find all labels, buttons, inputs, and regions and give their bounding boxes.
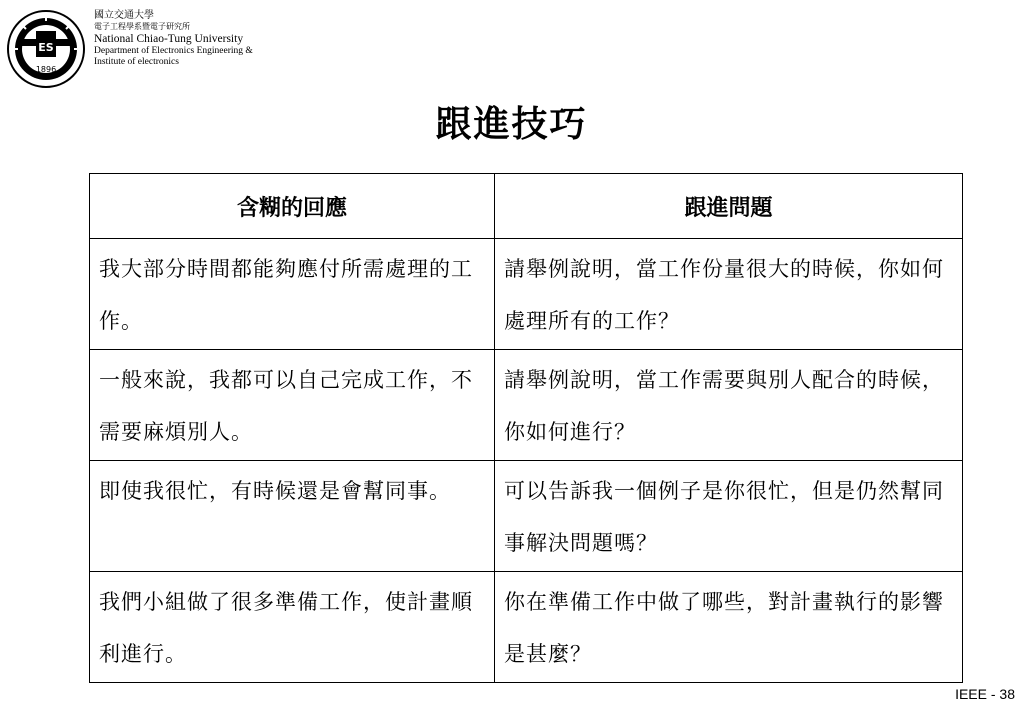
seal-letters: ES bbox=[38, 41, 54, 54]
vague-response-cell: 我大部分時間都能夠應付所需處理的工作。 bbox=[90, 239, 495, 350]
follow-up-question-cell: 請舉例說明，當工作需要與別人配合的時候，你如何進行？ bbox=[495, 350, 963, 461]
vague-response-cell: 即使我很忙，有時候還是會幫同事。 bbox=[90, 461, 495, 572]
page-number: IEEE - 38 bbox=[955, 686, 1015, 702]
university-name-zh: 國立交通大學 bbox=[94, 10, 154, 21]
table-header-row bbox=[90, 174, 963, 239]
slide-title: 跟進技巧 bbox=[435, 103, 588, 145]
table-row bbox=[90, 572, 963, 683]
university-name-en: National Chiao-Tung University bbox=[94, 32, 244, 45]
department-name-en-line1: Department of Electronics Engineering & bbox=[94, 45, 253, 56]
seal-year: 1896 bbox=[35, 65, 57, 74]
department-name-en-line2: Institute of electronics bbox=[94, 56, 179, 67]
department-name-zh: 電子工程學系暨電子研究所 bbox=[94, 21, 190, 31]
follow-up-table bbox=[89, 173, 963, 683]
header-vague-response: 含糊的回應 bbox=[90, 174, 495, 239]
table-row bbox=[90, 461, 963, 572]
university-seal-icon bbox=[6, 9, 86, 89]
vague-response-cell: 我們小組做了很多準備工作，使計畫順利進行。 bbox=[90, 572, 495, 683]
follow-up-question-cell: 可以告訴我一個例子是你很忙，但是仍然幫同事解決問題嗎？ bbox=[495, 461, 963, 572]
vague-response-cell: 一般來說，我都可以自己完成工作，不需要麻煩別人。 bbox=[90, 350, 495, 461]
institution-header bbox=[94, 10, 253, 68]
follow-up-question-cell: 你在準備工作中做了哪些，對計畫執行的影響是甚麼？ bbox=[495, 572, 963, 683]
table-row bbox=[90, 350, 963, 461]
header-follow-up-question: 跟進問題 bbox=[495, 174, 963, 239]
follow-up-question-cell: 請舉例說明，當工作份量很大的時候，你如何處理所有的工作？ bbox=[495, 239, 963, 350]
table-row bbox=[90, 239, 963, 350]
